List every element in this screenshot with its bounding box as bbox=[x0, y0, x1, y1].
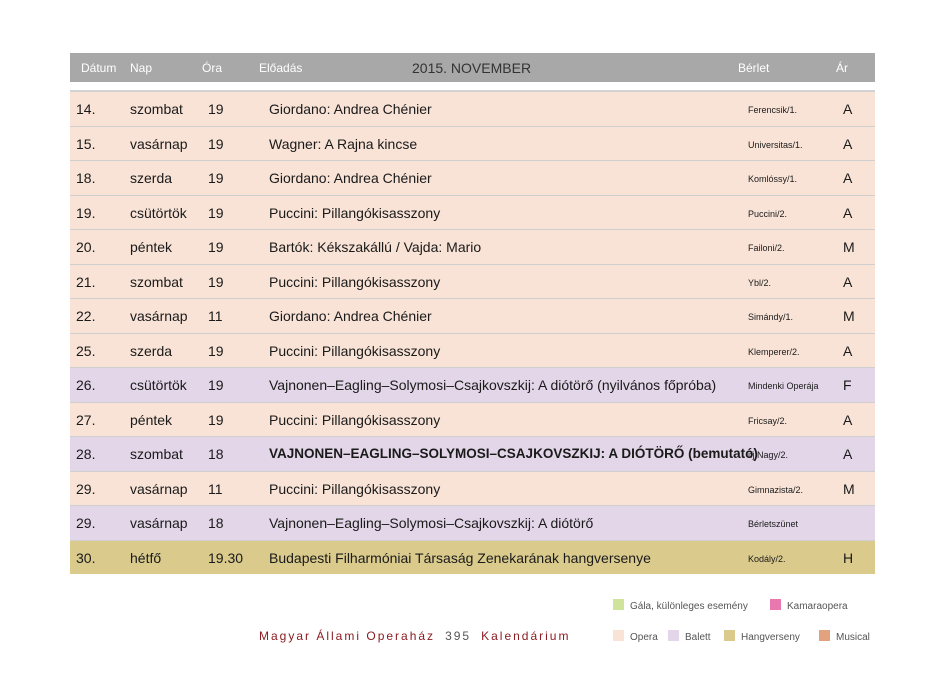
legend-hangverseny-label: Hangverseny bbox=[741, 632, 800, 643]
table-header bbox=[70, 53, 875, 82]
row-hour: 18 bbox=[208, 515, 224, 531]
row-price: A bbox=[843, 170, 853, 186]
row-hour: 19 bbox=[208, 377, 224, 393]
row-date: 20. bbox=[76, 239, 96, 255]
row-hour: 11 bbox=[208, 480, 223, 497]
header-price: Ár bbox=[836, 61, 848, 75]
gala-swatch bbox=[613, 599, 624, 610]
row-day: szombat bbox=[130, 273, 183, 290]
row-hour: 11 bbox=[208, 308, 223, 324]
row-day: szombat bbox=[130, 446, 183, 462]
kamaraopera-swatch bbox=[770, 599, 781, 610]
row-price: A bbox=[843, 273, 853, 290]
table-body bbox=[70, 92, 875, 574]
row-hour: 19 bbox=[208, 239, 224, 255]
row-subscription: Simándy/1. bbox=[748, 312, 794, 322]
row-performance: Vajnonen–Eagling–Solymosi–Csajkovszkij: A diótörő (nyilvános főpróba) bbox=[269, 377, 717, 393]
row-date: 29. bbox=[76, 480, 96, 497]
row-day: vasárnap bbox=[130, 515, 188, 531]
row-subscription: Universitas/1. bbox=[748, 139, 803, 150]
row-performance: Giordano: Andrea Chénier bbox=[269, 170, 432, 186]
row-price: A bbox=[843, 342, 853, 359]
row-price: A bbox=[843, 204, 853, 221]
row-price: H bbox=[843, 549, 854, 566]
legend-gala-label: Gála, különleges esemény bbox=[630, 601, 748, 612]
row-subscription: Ybl/2. bbox=[748, 277, 772, 288]
row-price: M bbox=[843, 308, 855, 324]
header-month: 2015. NOVEMBER bbox=[412, 60, 532, 76]
row-price: F bbox=[843, 377, 852, 393]
row-date: 28. bbox=[76, 446, 96, 462]
table-row bbox=[70, 92, 875, 127]
row-day: csütörtök bbox=[130, 204, 187, 221]
row-subscription: Ferencsik/1. bbox=[748, 105, 798, 115]
row-performance: Puccini: Pillangókisasszony bbox=[269, 480, 441, 497]
page-number: 395 bbox=[445, 629, 472, 643]
calendar-table bbox=[70, 53, 875, 574]
balett-swatch bbox=[668, 630, 679, 641]
row-date: 25. bbox=[76, 342, 96, 359]
header-day: Nap bbox=[130, 61, 153, 75]
legend-opera-label: Opera bbox=[630, 632, 658, 643]
row-day: hétfő bbox=[130, 549, 162, 566]
table-row bbox=[70, 299, 875, 334]
row-day: vasárnap bbox=[130, 480, 188, 497]
table-row bbox=[70, 437, 875, 472]
table-row bbox=[70, 265, 875, 300]
row-date: 21. bbox=[76, 273, 96, 290]
table-row bbox=[70, 196, 875, 231]
header-subscription: Bérlet bbox=[738, 61, 770, 75]
footer-subtitle: Kalendárium bbox=[481, 629, 571, 643]
row-performance: Bartók: Kékszakállú / Vajda: Mario bbox=[269, 239, 482, 255]
row-date: 19. bbox=[76, 204, 96, 221]
row-hour: 19 bbox=[208, 101, 224, 117]
row-day: szerda bbox=[130, 170, 173, 186]
row-date: 29. bbox=[76, 515, 96, 531]
header-hour: Óra bbox=[202, 61, 223, 75]
hangverseny-swatch bbox=[724, 630, 735, 641]
row-subscription: Failoni/2. bbox=[748, 243, 785, 253]
row-price: A bbox=[843, 411, 853, 428]
row-price: A bbox=[843, 446, 853, 462]
legend-kamaraopera-label: Kamaraopera bbox=[787, 601, 848, 612]
table-row bbox=[70, 472, 875, 507]
row-hour: 19 bbox=[208, 273, 224, 290]
legend-hangverseny bbox=[724, 630, 800, 643]
row-hour: 19.30 bbox=[208, 549, 244, 566]
row-hour: 19 bbox=[208, 135, 224, 152]
table-row bbox=[70, 506, 875, 541]
row-performance: Puccini: Pillangókisasszony bbox=[269, 273, 441, 290]
row-performance: VAJNONEN–EAGLING–SOLYMOSI–CSAJKOVSZKIJ: A DIÓTÖRŐ (bemutató) bbox=[269, 446, 758, 461]
row-price: A bbox=[843, 101, 853, 117]
row-date: 14. bbox=[76, 101, 96, 117]
row-hour: 18 bbox=[208, 446, 224, 462]
legend-balett-label: Balett bbox=[685, 632, 711, 643]
legend-opera bbox=[613, 630, 658, 643]
row-day: csütörtök bbox=[130, 377, 187, 393]
row-performance: Puccini: Pillangókisasszony bbox=[269, 411, 441, 428]
row-hour: 19 bbox=[208, 170, 224, 186]
row-date: 27. bbox=[76, 411, 96, 428]
row-performance: Wagner: A Rajna kincse bbox=[269, 135, 418, 152]
row-performance: Giordano: Andrea Chénier bbox=[269, 308, 432, 324]
table-row bbox=[70, 403, 875, 438]
legend-musical-label: Musical bbox=[836, 632, 870, 643]
row-day: szerda bbox=[130, 342, 173, 359]
musical-swatch bbox=[819, 630, 830, 641]
row-subscription: ifj.Nagy/2. bbox=[748, 450, 789, 460]
row-performance: Vajnonen–Eagling–Solymosi–Csajkovszkij: A diótörő bbox=[269, 515, 594, 531]
row-hour: 19 bbox=[208, 204, 224, 221]
row-subscription: Puccini/2. bbox=[748, 208, 788, 219]
table-row bbox=[70, 368, 875, 403]
row-day: vasárnap bbox=[130, 308, 188, 324]
legend-gala bbox=[613, 599, 748, 612]
row-date: 15. bbox=[76, 135, 96, 152]
row-subscription: Mindenki Operája bbox=[748, 381, 819, 391]
row-date: 26. bbox=[76, 377, 96, 393]
row-day: péntek bbox=[130, 411, 173, 428]
legend-kamaraopera bbox=[770, 599, 848, 612]
row-price: M bbox=[843, 239, 855, 255]
header-date: Dátum bbox=[81, 61, 117, 75]
legend-musical bbox=[819, 630, 870, 643]
row-date: 18. bbox=[76, 170, 96, 186]
page-footer bbox=[259, 629, 570, 643]
opera-swatch bbox=[613, 630, 624, 641]
header-performance: Előadás bbox=[259, 61, 303, 75]
row-performance: Giordano: Andrea Chénier bbox=[269, 101, 432, 117]
row-hour: 19 bbox=[208, 411, 224, 428]
row-date: 30. bbox=[76, 549, 96, 566]
table-row bbox=[70, 127, 875, 162]
row-day: vasárnap bbox=[130, 135, 188, 152]
header-gap bbox=[70, 82, 875, 92]
row-performance: Puccini: Pillangókisasszony bbox=[269, 342, 441, 359]
row-subscription: Kodály/2. bbox=[748, 553, 786, 564]
legend-balett bbox=[668, 630, 711, 643]
footer-title: Magyar Állami Operaház bbox=[259, 629, 436, 643]
row-subscription: Gimnazista/2. bbox=[748, 484, 804, 495]
row-subscription: Fricsay/2. bbox=[748, 415, 788, 426]
table-row bbox=[70, 334, 875, 369]
row-performance: Puccini: Pillangókisasszony bbox=[269, 204, 441, 221]
row-price: A bbox=[843, 135, 853, 152]
row-performance: Budapesti Filharmóniai Társaság Zenekarának hangversenye bbox=[269, 549, 651, 566]
row-subscription: Komlóssy/1. bbox=[748, 174, 798, 184]
row-price: M bbox=[843, 480, 855, 497]
row-day: szombat bbox=[130, 101, 183, 117]
table-row bbox=[70, 161, 875, 196]
row-day: péntek bbox=[130, 239, 173, 255]
row-date: 22. bbox=[76, 308, 96, 324]
row-subscription: Bérletszünet bbox=[748, 519, 799, 529]
table-row bbox=[70, 541, 875, 575]
row-hour: 19 bbox=[208, 342, 224, 359]
row-subscription: Klemperer/2. bbox=[748, 346, 800, 357]
table-row bbox=[70, 230, 875, 265]
